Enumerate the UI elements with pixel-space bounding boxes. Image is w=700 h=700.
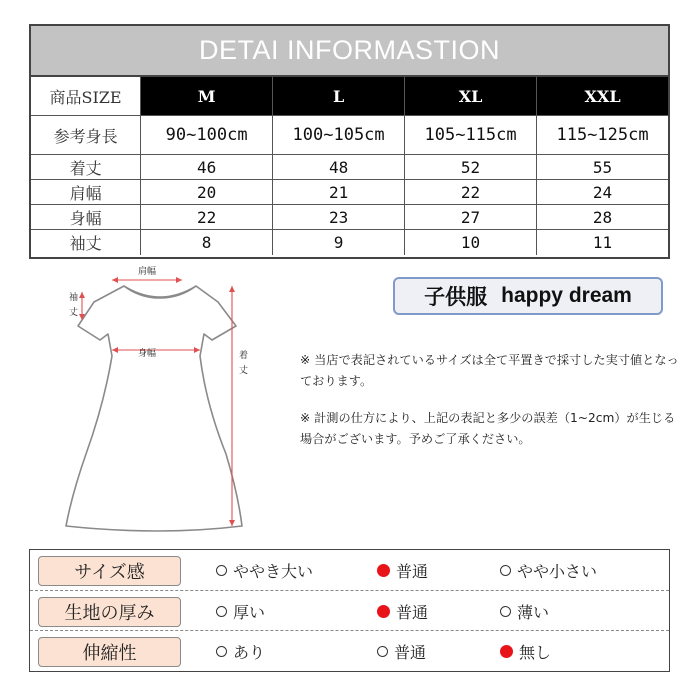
sleeve-label: 袖丈	[67, 292, 77, 322]
table-cell: 55	[536, 155, 668, 179]
brand-badge	[393, 277, 663, 315]
feel-option: 厚い	[216, 600, 265, 623]
feel-option: 普通	[377, 559, 428, 582]
radio-icon	[216, 606, 227, 617]
table-cell: 27	[404, 205, 536, 229]
row-label: 袖丈	[69, 234, 102, 253]
radio-selected-icon	[377, 564, 390, 577]
feel-label: 生地の厚み	[38, 597, 181, 627]
feel-table	[29, 549, 670, 672]
shoulder-label: 肩幅	[138, 267, 157, 277]
radio-icon	[377, 646, 388, 657]
table-cell: 105~115cm	[404, 116, 536, 154]
feel-option: あり	[216, 640, 265, 663]
radio-icon	[500, 606, 511, 617]
size-table-title: DETAI INFORMASTION	[31, 26, 668, 77]
table-cell: 28	[536, 205, 668, 229]
feel-option: ややき大い	[216, 559, 313, 582]
dress-outline-icon	[60, 264, 260, 534]
row-label: 身幅	[69, 208, 102, 228]
table-cell: 48	[272, 155, 404, 179]
table-cell: 9	[272, 230, 404, 255]
notes	[300, 350, 685, 466]
radio-icon	[500, 565, 511, 576]
reference-height-label: 参考身長	[53, 126, 118, 146]
size-header-label: 商品SIZE	[49, 87, 122, 107]
table-row	[31, 155, 668, 180]
feel-option: 薄い	[500, 600, 549, 623]
feel-row-size	[30, 550, 669, 591]
table-cell: 90~100cm	[140, 116, 272, 154]
radio-selected-icon	[500, 645, 513, 658]
table-cell: 24	[536, 180, 668, 204]
table-cell: 52	[404, 155, 536, 179]
table-cell: 20	[140, 180, 272, 204]
table-cell: 8	[140, 230, 272, 255]
row-label: 着丈	[69, 158, 102, 178]
size-xxl: XXL	[536, 77, 668, 115]
table-cell: 21	[272, 180, 404, 204]
length-label: 着丈	[237, 350, 247, 380]
feel-option: やや小さい	[500, 559, 597, 582]
feel-option: 普通	[377, 600, 428, 623]
radio-icon	[216, 565, 227, 576]
feel-row-stretch	[30, 630, 669, 672]
body-width-label: 身幅	[138, 349, 157, 359]
feel-label: 伸縮性	[38, 637, 181, 667]
table-cell: 11	[536, 230, 668, 255]
dress-diagram	[60, 264, 260, 534]
note-measurement: ※ 当店で表記されているサイズは全て平置きで採寸した実寸値となっております。	[300, 353, 679, 388]
size-m: M	[140, 77, 272, 115]
size-l: L	[272, 77, 404, 115]
table-cell: 22	[140, 205, 272, 229]
size-header-row	[31, 77, 668, 116]
brand-en: happy dream	[501, 284, 632, 307]
table-cell: 115~125cm	[536, 116, 668, 154]
table-row	[31, 205, 668, 230]
brand-jp: 子供服	[424, 286, 488, 309]
size-xl: XL	[404, 77, 536, 115]
table-row	[31, 230, 668, 255]
size-table	[29, 24, 670, 259]
row-label: 肩幅	[69, 183, 102, 203]
table-row	[31, 180, 668, 205]
feel-row-thickness	[30, 590, 669, 632]
radio-selected-icon	[377, 605, 390, 618]
radio-icon	[216, 646, 227, 657]
table-cell: 10	[404, 230, 536, 255]
feel-option: 普通	[377, 640, 426, 663]
reference-height-row	[31, 116, 668, 155]
note-error-margin: ※ 計測の仕方により、上記の表記と多少の誤差（1~2cm）が生じる場合がございます。予めご了承ください。	[300, 411, 676, 446]
feel-option: 無し	[500, 640, 551, 663]
table-cell: 22	[404, 180, 536, 204]
table-cell: 46	[140, 155, 272, 179]
table-cell: 23	[272, 205, 404, 229]
table-cell: 100~105cm	[272, 116, 404, 154]
feel-label: サイズ感	[38, 556, 181, 586]
